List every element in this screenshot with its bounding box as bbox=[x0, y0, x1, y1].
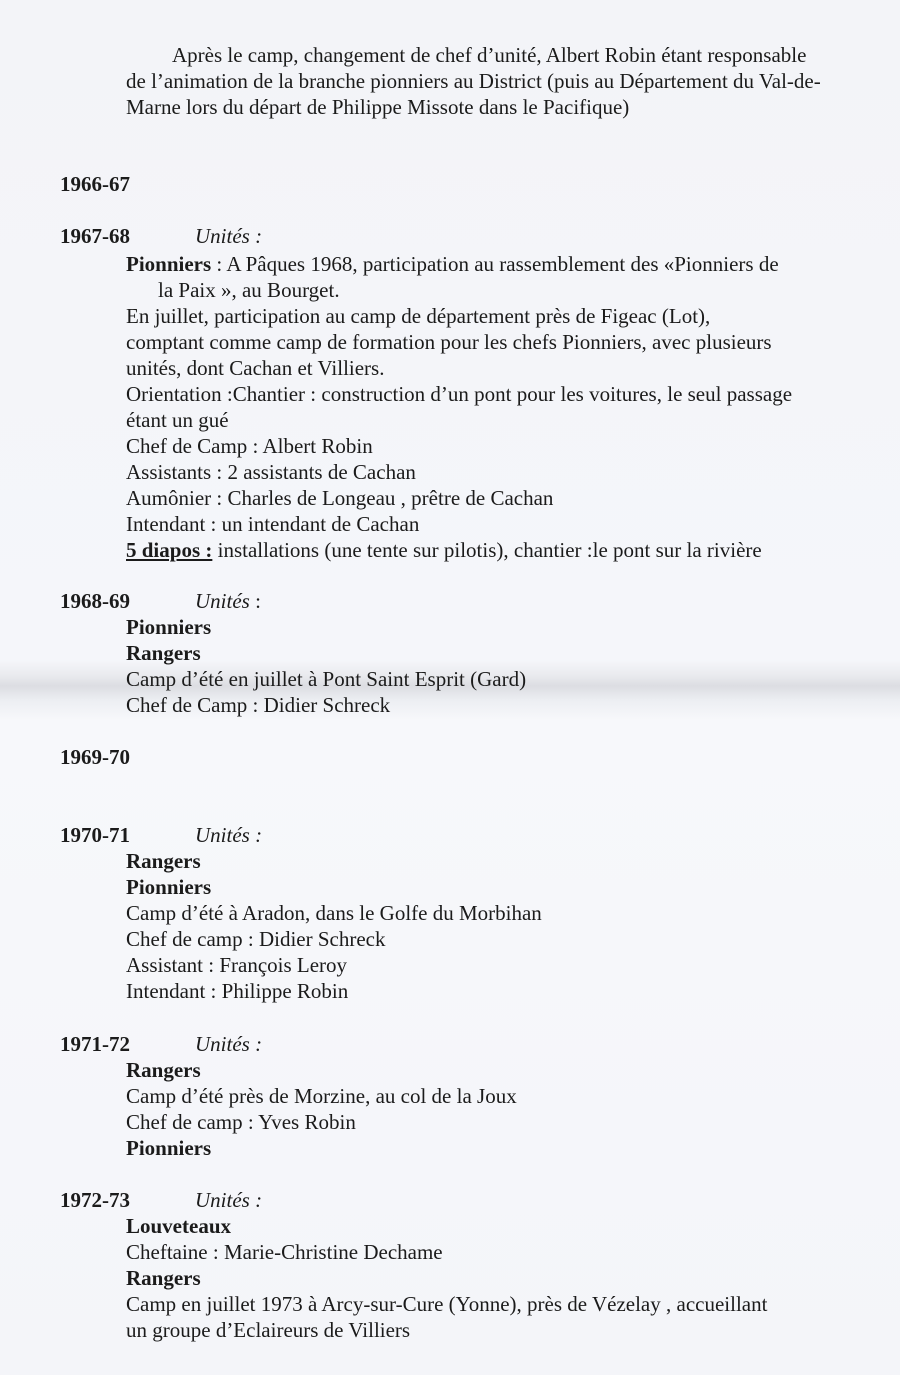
year-heading-1966-67: 1966-67 bbox=[60, 172, 130, 196]
chef-de-camp: Chef de Camp : Albert Robin bbox=[126, 434, 373, 458]
unit-name: Rangers bbox=[126, 641, 201, 665]
units-label: Unités : bbox=[195, 224, 263, 248]
unit-name: Louveteaux bbox=[126, 1214, 231, 1238]
unit-name: Pionniers bbox=[126, 875, 212, 899]
camp-line: Camp d’été en juillet à Pont Saint Esprit (Gard) bbox=[126, 667, 527, 691]
section-1970-71 bbox=[126, 848, 866, 1004]
assistants: Assistants : 2 assistants de Cachan bbox=[126, 460, 416, 484]
juillet-line-3: unités, dont Cachan et Villiers. bbox=[126, 356, 385, 380]
intendant: Intendant : un intendant de Cachan bbox=[126, 512, 420, 536]
unit-name: Pionniers bbox=[126, 252, 212, 276]
unit-name: Rangers bbox=[126, 1058, 201, 1082]
year-heading-1967-68: 1967-68 bbox=[60, 224, 130, 248]
year-heading-1971-72: 1971-72 bbox=[60, 1032, 130, 1056]
orientation-line-2: étant un gué bbox=[126, 408, 229, 432]
unit-name: Pionniers bbox=[126, 615, 212, 639]
unit-name: Pionniers bbox=[126, 1136, 212, 1160]
unit-name: Rangers bbox=[126, 849, 201, 873]
juillet-line-1: En juillet, participation au camp de département près de Figeac (Lot), bbox=[126, 304, 711, 328]
camp-line-2: un groupe d’Eclaireurs de Villiers bbox=[126, 1318, 411, 1342]
assistant: Assistant : François Leroy bbox=[126, 953, 348, 977]
chef-de-camp: Chef de camp : Yves Robin bbox=[126, 1110, 356, 1134]
unit-description: : A Pâques 1968, participation au rassemblement des «Pionniers de bbox=[211, 252, 779, 276]
units-label: Unités : bbox=[195, 1188, 263, 1212]
section-1972-73 bbox=[126, 1213, 866, 1343]
diapos-heading: 5 diapos : bbox=[126, 538, 213, 562]
pionniers-line-cont: la Paix », au Bourget. bbox=[158, 278, 340, 302]
units-label: Unités : bbox=[195, 823, 263, 847]
year-heading-1972-73: 1972-73 bbox=[60, 1188, 130, 1212]
intendant: Intendant : Philippe Robin bbox=[126, 979, 349, 1003]
camp-line: Camp d’été à Aradon, dans le Golfe du Morbihan bbox=[126, 901, 542, 925]
section-1967-68 bbox=[126, 251, 866, 563]
units-label: Unités : bbox=[195, 589, 261, 613]
units-label: Unités : bbox=[195, 1032, 263, 1056]
aumonier: Aumônier : Charles de Longeau , prêtre de Cachan bbox=[126, 486, 554, 510]
camp-line-1: Camp en juillet 1973 à Arcy-sur-Cure (Yonne), près de Vézelay , accueillant bbox=[126, 1292, 768, 1316]
pionniers-line bbox=[126, 251, 866, 277]
section-1968-69 bbox=[126, 614, 866, 718]
year-heading-1969-70: 1969-70 bbox=[60, 745, 130, 769]
year-heading-1970-71: 1970-71 bbox=[60, 823, 130, 847]
chef-de-camp: Chef de Camp : Didier Schreck bbox=[126, 693, 391, 717]
orientation-line-1: Orientation :Chantier : construction d’un pont pour les voitures, le seul passage bbox=[126, 382, 793, 406]
juillet-line-2: comptant comme camp de formation pour les chefs Pionniers, avec plusieurs bbox=[126, 330, 772, 354]
chef-de-camp: Chef de camp : Didier Schreck bbox=[126, 927, 386, 951]
unit-name: Rangers bbox=[126, 1266, 201, 1290]
diapos-text: installations (une tente sur pilotis), chantier :le pont sur la rivière bbox=[212, 538, 762, 562]
cheftaine: Cheftaine : Marie-Christine Dechame bbox=[126, 1240, 443, 1264]
camp-line: Camp d’été près de Morzine, au col de la Joux bbox=[126, 1084, 517, 1108]
section-1971-72 bbox=[126, 1057, 866, 1161]
diapos-line bbox=[126, 537, 866, 563]
year-heading-1968-69: 1968-69 bbox=[60, 589, 130, 613]
intro-paragraph: Après le camp, changement de chef d’unité, Albert Robin étant responsable de l’animation de la branche pionniers au District (puis au Département du Val-de-Marne lors du départ de Philippe Missote dans le Pacifique) bbox=[126, 43, 821, 119]
